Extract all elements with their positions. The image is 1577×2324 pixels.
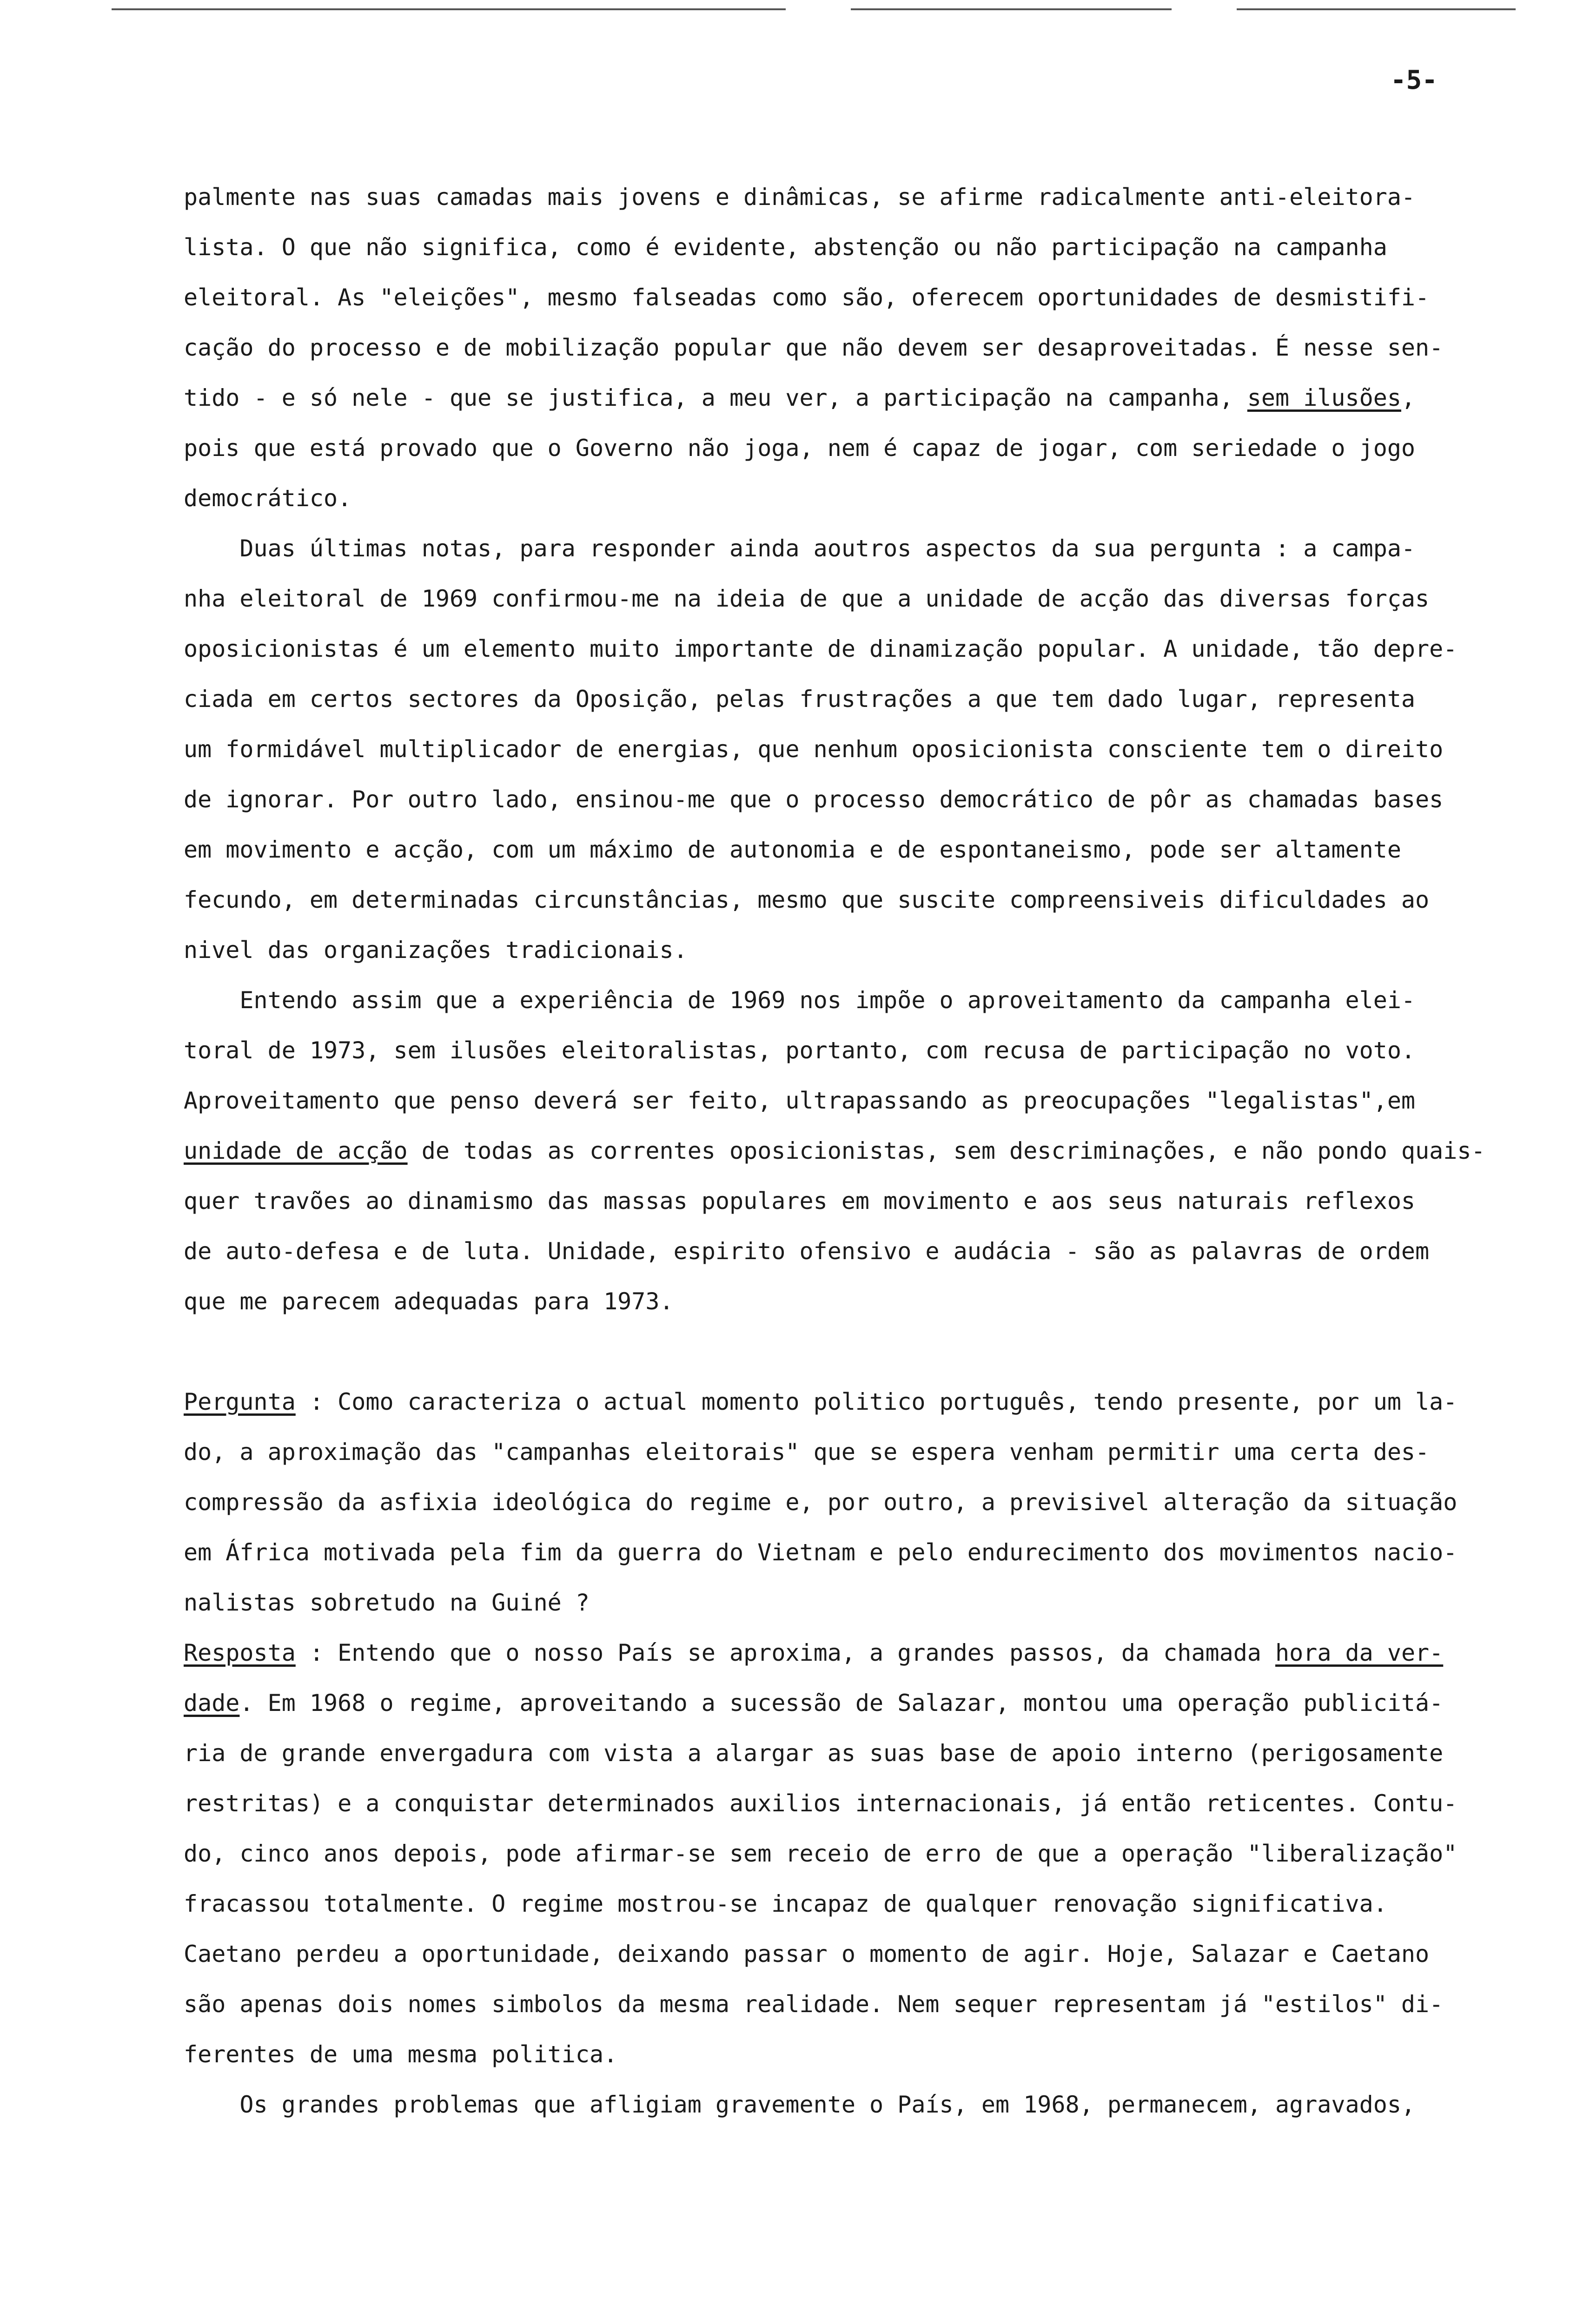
text-line (184, 1176, 1518, 1226)
text-segment: são apenas dois nomes simbolos da mesma realidade. Nem sequer representam já "estilos" di- (184, 1991, 1444, 2018)
text-segment: de auto-defesa e de luta. Unidade, espirito ofensivo e audácia - são as palavras de ordem (184, 1238, 1430, 1265)
paragraph (184, 1628, 1518, 2080)
text-segment: nha eleitoral de 1969 confirmou-me na ideia de que a unidade de acção das diversas forças (184, 585, 1430, 612)
text-line (184, 875, 1518, 925)
text-line (184, 1477, 1518, 1527)
section-break (184, 1327, 1518, 1377)
text-line (184, 1578, 1518, 1628)
text-segment: Os grandes problemas que afligiam gravemente o País, em 1968, permanecem, agravados, (184, 2091, 1416, 2118)
text-segment: fracassou totalmente. O regime mostrou-se incapaz de qualquer renovação significativa. (184, 1890, 1387, 1917)
header-rule (465, 8, 786, 10)
underlined-text: Pergunta (184, 1388, 296, 1415)
text-segment: cação do processo e de mobilização popular que não devem ser desaproveitadas. É nesse sen- (184, 334, 1444, 361)
text-segment: : Entendo que o nosso País se aproxima, a grandes passos, da chamada (295, 1639, 1276, 1666)
text-segment: palmente nas suas camadas mais jovens e dinâmicas, se afirme radicalmente anti-eleitora- (184, 184, 1416, 211)
text-line (184, 1427, 1518, 1477)
text-segment: Entendo assim que a experiência de 1969 nos impõe o aproveitamento da campanha elei- (184, 987, 1416, 1014)
text-segment: oposicionistas é um elemento muito importante de dinamização popular. A unidade, tão depre- (184, 635, 1458, 662)
text-segment: . Em 1968 o regime, aproveitando a sucessão de Salazar, montou uma operação publicitá- (239, 1690, 1444, 1717)
page-number: -5- (1390, 65, 1438, 95)
text-line (184, 1076, 1518, 1126)
text-segment: do, a aproximação das "campanhas eleitorais" que se espera venham permitir uma certa des- (184, 1439, 1430, 1466)
text-segment: pois que está provado que o Governo não joga, nem é capaz de jogar, com seriedade o jogo (184, 435, 1416, 462)
text-segment: em África motivada pela fim da guerra do Vietnam e pelo endurecimento dos movimentos nacio- (184, 1539, 1458, 1566)
paragraph (184, 1377, 1518, 1628)
text-line (184, 1276, 1518, 1327)
text-line (184, 624, 1518, 674)
text-line (184, 1226, 1518, 1276)
text-segment: lista. O que não significa, como é evidente, abstenção ou não participação na campanha (184, 234, 1387, 261)
text-line (184, 1126, 1518, 1176)
text-line (184, 172, 1518, 222)
text-line (184, 1929, 1518, 1979)
paragraph (184, 523, 1518, 975)
paragraph (184, 172, 1518, 523)
text-segment: que me parecem adequadas para 1973. (184, 1288, 674, 1315)
underlined-text: dade (184, 1690, 240, 1717)
text-segment: compressão da asfixia ideológica do regime e, por outro, a previsivel alteração da situação (184, 1489, 1458, 1516)
paragraph (184, 975, 1518, 1327)
text-segment: nalistas sobretudo na Guiné ? (184, 1589, 590, 1616)
text-segment: Caetano perdeu a oportunidade, deixando passar o momento de agir. Hoje, Salazar e Caetano (184, 1941, 1430, 1967)
text-line (184, 925, 1518, 975)
text-segment: de ignorar. Por outro lado, ensinou-me que o processo democrático de pôr as chamadas bases (184, 786, 1444, 813)
text-segment: Aproveitamento que penso deverá ser feito, ultrapassando as preocupações "legalistas",em (184, 1087, 1416, 1114)
text-segment: um formidável multiplicador de energias, que nenhum oposicionista consciente tem o direito (184, 736, 1444, 763)
text-line (184, 323, 1518, 373)
header-rule (851, 8, 1172, 10)
header-rule (1237, 8, 1516, 10)
text-line (184, 1377, 1518, 1427)
text-segment: restritas) e a conquistar determinados auxilios internacionais, já então reticentes. Contu- (184, 1790, 1458, 1817)
text-line (184, 2029, 1518, 2080)
text-line (184, 975, 1518, 1025)
text-line (184, 774, 1518, 825)
text-segment: fecundo, em determinadas circunstâncias, mesmo que suscite compreensiveis dificuldades ao (184, 886, 1430, 913)
header-rule (112, 8, 484, 10)
text-line (184, 1728, 1518, 1778)
text-segment: : Como caracteriza o actual momento politico português, tendo presente, por um la- (295, 1388, 1458, 1415)
text-line (184, 1628, 1518, 1678)
text-line (184, 1829, 1518, 1879)
text-segment: do, cinco anos depois, pode afirmar-se sem receio de erro de que a operação "liberalização" (184, 1840, 1458, 1867)
paragraph (184, 2080, 1518, 2130)
text-segment: em movimento e acção, com um máximo de autonomia e de espontaneismo, pode ser altamente (184, 836, 1401, 863)
text-line (184, 1527, 1518, 1578)
text-segment: nivel das organizações tradicionais. (184, 937, 688, 964)
text-segment: toral de 1973, sem ilusões eleitoralistas, portanto, com recusa de participação no voto. (184, 1037, 1416, 1064)
text-segment: ciada em certos sectores da Oposição, pelas frustrações a que tem dado lugar, representa (184, 686, 1416, 713)
text-line (184, 1879, 1518, 1929)
text-segment: , (1401, 384, 1416, 411)
underlined-text: hora da ver- (1275, 1639, 1444, 1666)
underlined-text: unidade de acção (184, 1137, 408, 1164)
text-segment: quer travões ao dinamismo das massas populares em movimento e aos seus naturais reflexos (184, 1188, 1416, 1215)
text-segment: tido - e só nele - que se justifica, a meu ver, a participação na campanha, (184, 384, 1247, 411)
text-line (184, 423, 1518, 473)
text-segment: ria de grande envergadura com vista a alargar as suas base de apoio interno (perigosamente (184, 1740, 1444, 1767)
text-line (184, 674, 1518, 724)
text-line (184, 1678, 1518, 1728)
text-line (184, 825, 1518, 875)
text-line (184, 1025, 1518, 1076)
text-line (184, 272, 1518, 323)
underlined-text: sem ilusões (1247, 384, 1401, 411)
text-segment: de todas as correntes oposicionistas, sem descriminações, e não pondo quais- (407, 1137, 1485, 1164)
text-line (184, 222, 1518, 272)
text-line (184, 373, 1518, 423)
document-body (184, 172, 1518, 2130)
text-line (184, 724, 1518, 774)
text-line (184, 2080, 1518, 2130)
text-segment: eleitoral. As "eleições", mesmo falseadas como são, oferecem oportunidades de desmistifi- (184, 284, 1430, 311)
text-segment: democrático. (184, 485, 352, 512)
text-segment: Duas últimas notas, para responder ainda aoutros aspectos da sua pergunta : a campa- (184, 535, 1416, 562)
text-line (184, 574, 1518, 624)
text-line (184, 523, 1518, 574)
text-line (184, 473, 1518, 523)
text-line (184, 1778, 1518, 1829)
text-line (184, 1979, 1518, 2029)
underlined-text: Resposta (184, 1639, 296, 1666)
text-segment: ferentes de uma mesma politica. (184, 2041, 618, 2068)
